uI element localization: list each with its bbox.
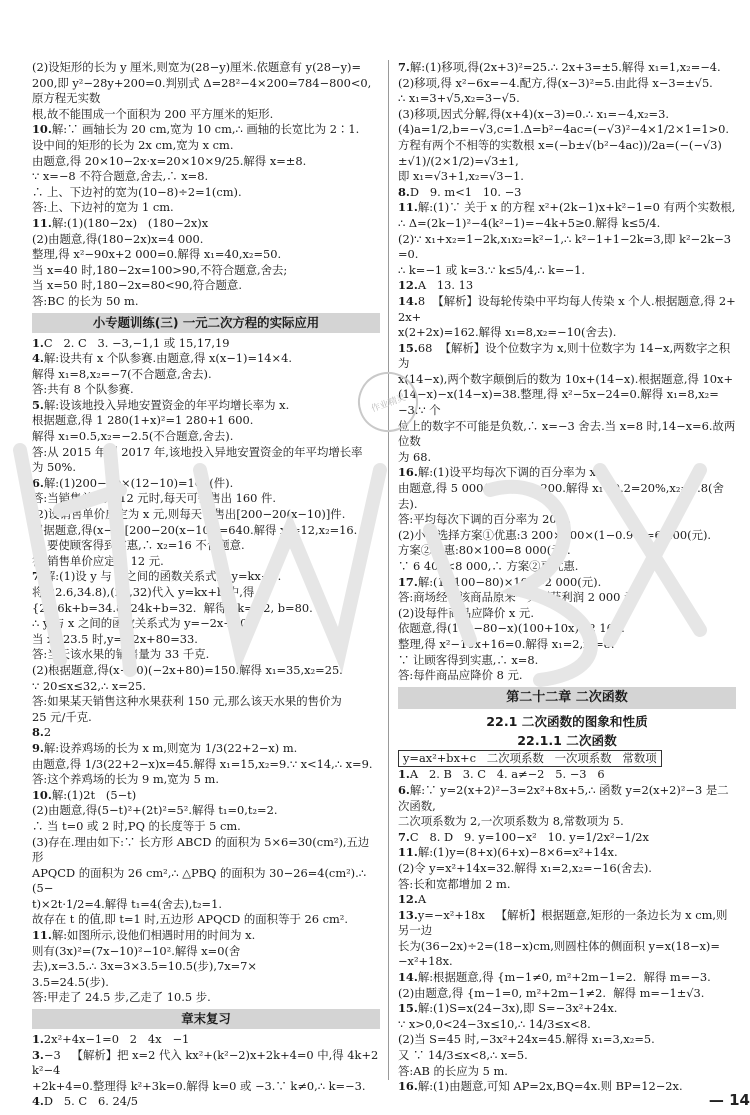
- answer-line: [398, 606, 736, 622]
- question-number: 4.: [32, 1094, 44, 1109]
- answer-text: 200,即 y²−28y+200=0.判别式 Δ=28²−4×200=784−800<0,原方程无实数: [32, 75, 372, 106]
- question-number: 5.: [32, 397, 44, 412]
- answer-text: 答:长和宽都增加 2 m.: [398, 876, 511, 891]
- answer-line: [398, 1032, 736, 1048]
- question-number: 7.: [398, 829, 410, 844]
- answer-text: A: [417, 892, 427, 907]
- answer-line: [398, 939, 736, 955]
- answer-line: [32, 757, 380, 773]
- answer-text: 2x²+4x−1=0 2 4x −1: [43, 1032, 190, 1047]
- answer-text: ∴ x₁=3+√5,x₂=3−√5.: [398, 91, 520, 106]
- answer-line: [398, 1048, 736, 1064]
- question-number: 6.: [32, 475, 44, 490]
- answer-text: 方程有两个不相等的实数根 x=(−b±√(b²−4ac))/2a=(−(−√3)±√1)/(2×1/2)=√3±1,: [398, 137, 722, 168]
- question-number: 10.: [32, 122, 52, 137]
- answer-text: 当 x=23.5 时,y=−2x+80=33.: [32, 631, 198, 646]
- answer-text: (2)小华选择方案①优惠:3 200×100×(1−0.98)=6 400(元).: [398, 527, 712, 542]
- answer-line: [32, 554, 380, 570]
- answer-text: D 9. m<1 10. −3: [409, 184, 522, 199]
- answer-line: [32, 382, 380, 398]
- answer-line: [398, 830, 736, 846]
- answer-line: [398, 450, 736, 466]
- answer-text: (14−x)−x(14−x)=38.整理,得 x²−5x−24=0.解得 x₁=8,x₂=−3.∵ 个: [398, 387, 719, 418]
- answer-line: [398, 653, 736, 669]
- left-column: [32, 60, 380, 1110]
- answer-text: 当 x=50 时,180−2x=80<90,符合题意.: [32, 278, 242, 293]
- answer-text: 设中间的矩形的长为 2x cm,宽为 x cm.: [32, 137, 234, 152]
- answer-text: −3 【解析】把 x=2 代入 kx²+(k²−2)x+2k+4=0 中,得 4k+2k²−4: [32, 1047, 379, 1078]
- answer-text: 解得 x₁=0.5,x₂=−2.5(不合题意,舍去).: [32, 429, 234, 444]
- question-number: 6.: [398, 782, 410, 797]
- page-number: — 14: [709, 1091, 750, 1109]
- answer-line: [398, 814, 736, 830]
- answer-text: 长为(36−2x)÷2=(18−x)cm,则圆柱体的侧面积 y=x(18−x)=: [398, 938, 720, 953]
- answer-line: [398, 465, 736, 481]
- question-number: 12.: [398, 278, 418, 293]
- section-header: 第二十二章 二次函数: [398, 687, 736, 709]
- answer-text: 解得 x₁=8,x₂=−7(不合题意,舍去).: [32, 366, 212, 381]
- answer-text: {22.6k+b=34.8, 24k+b=32. 解得 {k=−2, b=80.: [32, 600, 313, 615]
- answer-text: 答:甲走了 24.5 步,乙走了 10.5 步.: [32, 990, 211, 1005]
- answer-text: 答:BC 的长为 50 m.: [32, 293, 139, 308]
- answer-text: 解:(1)2t (5−t): [51, 787, 137, 802]
- answer-text: 解:∵ 画轴长为 20 cm,宽为 10 cm,∴ 画轴的长宽比为 2∶1.: [51, 122, 360, 137]
- answer-text: (2)移项,得 x²−6x=−4.配方,得(x−3)²=5.由此得 x−3=±√5.: [398, 75, 713, 90]
- answer-text: APQCD 的面积为 26 cm²,∴ △PBQ 的面积为 30−26=4(cm²).∴ (5−: [32, 865, 370, 896]
- answer-line: [398, 986, 736, 1002]
- boxed-answer: y=ax²+bx+c 二次项系数 一次项系数 常数项: [398, 750, 662, 768]
- answer-text: 答:如果某天销售这种水果获利 150 元,那么该天水果的售价为: [32, 694, 342, 709]
- question-number: 7.: [32, 569, 44, 584]
- question-number: 1.: [32, 1032, 44, 1047]
- answer-line: [32, 200, 380, 216]
- question-number: 8.: [32, 725, 44, 740]
- answer-text: 解:(1)(100−80)×100=2 000(元).: [417, 574, 602, 589]
- answer-text: 解:(1)200−20×(12−10)=160(件).: [43, 475, 234, 490]
- answer-line: [398, 263, 736, 279]
- question-number: 11.: [398, 200, 418, 215]
- answer-line: [32, 445, 380, 461]
- answer-line: [32, 975, 380, 991]
- answer-text: 根据题意,得(x−8)[200−20(x−10)]=640.解得 x₁=12,x₂=16.: [32, 522, 358, 537]
- answer-line: [398, 169, 736, 185]
- section-header: 章末复习: [32, 1009, 380, 1029]
- answer-line: [398, 559, 736, 575]
- answer-text: x(14−x),两个数字颠倒后的数为 10x+(14−x).根据题意,得 10x+: [398, 371, 734, 386]
- question-number: 14.: [398, 970, 418, 985]
- answer-line: [32, 1032, 380, 1048]
- answer-line: [398, 481, 736, 512]
- answer-text: 根据题意,得 1 280(1+x)²=1 280+1 600.: [32, 413, 254, 428]
- answer-line: [32, 819, 380, 835]
- answer-text: 由题意,得 1/3(22+2−x)x=45.解得 x₁=15,x₂=9.∵ x<14,∴ x=9.: [32, 756, 373, 771]
- answer-text: ∵ 要使顾客得到实惠,∴ x₂=16 不合题意.: [32, 538, 245, 553]
- answer-line: [32, 912, 380, 928]
- answer-text: 解:(1)设平均每次下调的百分率为 x.: [417, 465, 600, 480]
- answer-line: [32, 476, 380, 492]
- answer-line: [32, 663, 380, 679]
- answer-text: ∴ Δ=(2k−1)²−4(k²−1)=−4k+5≥0.解得 k≤5/4.: [398, 215, 661, 230]
- answer-text: 答:销售单价应定为 12 元.: [32, 553, 164, 568]
- answer-line: [32, 1048, 380, 1079]
- answer-line: [32, 569, 380, 585]
- answer-line: [32, 247, 380, 263]
- answer-line: [32, 351, 380, 367]
- answer-text: 解:(1)由题意,可知 AP=2x,BQ=4x.则 BP=12−2x.: [417, 1079, 683, 1094]
- answer-line: [398, 668, 736, 684]
- answer-line: [32, 60, 380, 76]
- answer-line: [32, 632, 380, 648]
- answer-line: [32, 169, 380, 185]
- answer-text: 解:∵ y=2(x+2)²−3=2x²+8x+5,∴ 函数 y=2(x+2)²−3 是二次函数,: [398, 782, 729, 813]
- answer-line: [32, 523, 380, 539]
- answer-line: [32, 725, 380, 741]
- answer-line: [398, 590, 736, 606]
- question-number: 4.: [32, 351, 44, 366]
- answer-text: (3)存在.理由如下:∵ 长方形 ABCD 的面积为 5×6=30(cm²),五边形: [32, 834, 370, 865]
- answer-text: 3.5=24.5(步).: [32, 974, 109, 989]
- answer-line: [398, 1079, 736, 1095]
- answer-text: 根,故不能围成一个面积为 200 平方厘米的矩形.: [32, 106, 274, 121]
- answer-line: [32, 835, 380, 866]
- answer-text: 由题意,得 5 000(1−x)²=3 200.解得 x₁=0.2=20%,x₂=1.8(舍去).: [398, 481, 724, 511]
- answer-line: [398, 908, 736, 939]
- question-number: 16.: [398, 465, 418, 480]
- answer-line: [32, 694, 380, 710]
- answer-text: 解:(1)(180−2x) (180−2x)x: [51, 215, 209, 230]
- section-subtitle: 22.1 二次函数的图象和性质: [486, 713, 648, 729]
- answer-text: (2)令 y=x²+14x=32.解得 x₁=2,x₂=−16(舍去).: [398, 860, 652, 875]
- answer-line: [398, 122, 736, 138]
- answer-text: ∵ 6 400<8 000,∴ 方案②更优惠.: [398, 559, 579, 573]
- answer-line: [32, 76, 380, 107]
- answer-line: [32, 928, 380, 944]
- answer-line: [398, 767, 736, 783]
- answer-line: [32, 216, 380, 232]
- question-number: 17.: [398, 574, 418, 589]
- answer-text: ∴ 当 t=0 或 2 时,PQ 的长度等于 5 cm.: [32, 818, 241, 833]
- answer-line: [398, 60, 736, 76]
- answer-line: [398, 200, 736, 216]
- answer-line: [398, 575, 736, 591]
- answer-line: [32, 263, 380, 279]
- answer-line: [398, 76, 736, 92]
- question-number: 13.: [398, 907, 418, 922]
- answer-line: [398, 185, 736, 201]
- answer-line: [398, 1064, 736, 1080]
- answer-text: ∴ k=−1 或 k=3.∵ k≤5/4,∴ k=−1.: [398, 262, 586, 277]
- watermark-stamp: 作业精灵: [350, 364, 427, 441]
- answer-text: 答:当天该水果的销售量为 33 千克.: [32, 647, 210, 662]
- answer-line: [32, 1094, 380, 1110]
- answer-text: (2)设销售单价应定为 x 元,则每天可售出[200−20(x−10)]件.: [32, 507, 346, 522]
- answer-line: [32, 398, 380, 414]
- answer-line: [32, 585, 380, 601]
- answer-text: 二次项系数为 2,一次项系数为 8,常数项为 5.: [398, 814, 624, 829]
- answer-text: 去),x=3.5.∴ 3x=3×3.5=10.5(步),7x=7×: [32, 959, 257, 974]
- answer-text: 答:每件商品应降价 8 元.: [398, 668, 523, 683]
- answer-line: [32, 367, 380, 383]
- answer-text: (2)∵ x₁+x₂=1−2k,x₁x₂=k²−1,∴ k²−1+1−2k=3,即 k²−2k−3=0.: [398, 231, 732, 262]
- answer-text: 25 元/千克.: [32, 709, 92, 724]
- answer-line: [32, 803, 380, 819]
- answer-line: [398, 750, 736, 768]
- answer-text: 解:设养鸡场的长为 x m,则宽为 1/3(22+2−x) m.: [43, 740, 298, 755]
- answer-line: [32, 185, 380, 201]
- answer-text: 当 x=40 时,180−2x=100>90,不符合题意,舍去;: [32, 262, 288, 277]
- answer-line: [398, 1001, 736, 1017]
- answer-text: ∵ 20≤x≤32,∴ x=25.: [32, 678, 146, 693]
- answer-line: [32, 866, 380, 897]
- answer-line: [398, 637, 736, 653]
- question-number: 15.: [398, 1001, 418, 1016]
- question-number: 9.: [32, 740, 44, 755]
- answer-line: [32, 429, 380, 445]
- answer-line: [32, 336, 380, 352]
- answer-line: [32, 741, 380, 757]
- answer-line: [32, 294, 380, 310]
- answer-text: 则有(3x)²=(7x−10)²−10².解得 x=0(舍: [32, 943, 241, 958]
- question-number: 10.: [32, 787, 52, 802]
- answer-text: 又 ∵ 14/3≤x<8,∴ x=5.: [398, 1048, 528, 1063]
- answer-text: 解:(1)y=(8+x)(6+x)−8×6=x²+14x.: [417, 845, 618, 860]
- answer-text: t)×2t·1/2=4.解得 t₁=4(舍去),t₂=1.: [32, 896, 222, 911]
- answer-line: [32, 788, 380, 804]
- section-subtitle: 22.1.1 二次函数: [517, 732, 617, 748]
- answer-text: (2)由题意,得(5−t)²+(2t)²=5².解得 t₁=0,t₂=2.: [32, 803, 278, 818]
- answer-line: [32, 647, 380, 663]
- answer-text: (3)移项,因式分解,得(x+4)(x−3)=0.∴ x₁=−4,x₂=3.: [398, 106, 669, 121]
- answer-line: [398, 91, 736, 107]
- answer-text: C 2. C 3. −3,−1,1 或 15,17,19: [43, 335, 230, 350]
- answer-text: A 13. 13: [417, 278, 474, 293]
- answer-text: 2: [43, 725, 52, 740]
- answer-line: [32, 772, 380, 788]
- answer-line: [398, 107, 736, 123]
- answer-line: [32, 710, 380, 726]
- answer-line: [398, 845, 736, 861]
- answer-line: [398, 954, 736, 970]
- answer-text: 位上的数字不可能是负数,∴ x=−3 舍去.当 x=8 时,14−x=6.故两位数: [398, 418, 736, 449]
- question-number: 11.: [32, 928, 52, 943]
- answer-line: [32, 138, 380, 154]
- answer-text: C 8. D 9. y=100−x² 10. y=1/2x²−1/2x: [409, 829, 649, 844]
- right-column: [398, 60, 736, 1095]
- question-number: 11.: [398, 845, 418, 860]
- answer-line: [398, 387, 736, 418]
- answer-line: [398, 419, 736, 450]
- answer-text: 答:从 2015 年到 2017 年,该地投入异地安置资金的年平均增长率: [32, 444, 363, 459]
- answer-text: 答:平均每次下调的百分率为 20%.: [398, 512, 572, 527]
- answer-line: [398, 877, 736, 893]
- answer-line: [398, 341, 736, 372]
- answer-text: 解:(1)移项,得(2x+3)²=25.∴ 2x+3=±5.解得 x₁=1,x₂=−4.: [409, 60, 721, 74]
- answer-text: (2)由题意,得 {m−1=0, m²+2m−1≠2. 解得 m=−1±√3.: [398, 985, 705, 1000]
- answer-text: 解:(1)∵ 关于 x 的方程 x²+(2k−1)x+k²−1=0 有两个实数根,: [417, 200, 736, 215]
- answer-line: [32, 944, 380, 960]
- answer-line: [398, 278, 736, 294]
- question-number: 1.: [32, 335, 44, 350]
- answer-line: [32, 679, 380, 695]
- answer-line: [398, 294, 736, 325]
- answer-text: y=−x²+18x 【解析】根据题意,矩形的一条边长为 x cm,则另一边: [398, 907, 728, 938]
- answer-line: [32, 460, 380, 476]
- answer-text: 答:共有 8 个队参赛.: [32, 382, 134, 397]
- answer-text: 68 【解析】设个位数字为 x,则十位数字为 14−x,两数字之积为: [398, 340, 731, 371]
- answer-text: 方案②优惠:80×100=8 000(元).: [398, 543, 571, 558]
- answer-line: [398, 216, 736, 232]
- answer-text: ∵ 让顾客得到实惠,∴ x=8.: [398, 652, 539, 667]
- answer-text: 解:设该地投入异地安置资金的年平均增长率为 x.: [43, 397, 290, 412]
- answer-line: [398, 892, 736, 908]
- answer-line: [398, 861, 736, 877]
- answer-text: 解:设共有 x 个队参赛.由题意,得 x(x−1)=14×4.: [43, 351, 292, 366]
- answer-line: [32, 616, 380, 632]
- answer-text: 答:AB 的长应为 5 m.: [398, 1063, 508, 1078]
- answer-line: [398, 232, 736, 263]
- answer-line: [32, 278, 380, 294]
- answer-line: [398, 1017, 736, 1033]
- question-number: 12.: [398, 892, 418, 907]
- answer-line: [32, 538, 380, 554]
- answer-text: D 5. C 6. 24/5: [43, 1094, 139, 1109]
- answer-line: [32, 507, 380, 523]
- question-number: 15.: [398, 340, 418, 355]
- answer-text: A 2. B 3. C 4. a≠−2 5. −3 6: [409, 767, 605, 782]
- answer-line: [398, 621, 736, 637]
- answer-text: (2)设矩形的长为 y 厘米,则宽为(28−y)厘米.依题意有 y(28−y)=: [32, 60, 362, 74]
- answer-text: (2)设每件商品应降价 x 元.: [398, 605, 534, 620]
- answer-text: 8 【解析】设每轮传染中平均每人传染 x 个人.根据题意,得 2+2x+: [398, 293, 736, 324]
- answer-text: x(2+2x)=162.解得 x₁=8,x₂=−10(舍去).: [398, 325, 617, 340]
- answer-text: 解:(1)S=x(24−3x),即 S=−3x²+24x.: [417, 1001, 618, 1016]
- answer-line: [398, 138, 736, 169]
- answer-line: [398, 528, 736, 544]
- answer-text: (2)由题意,得(180−2x)x=4 000.: [32, 231, 204, 246]
- question-number: 8.: [398, 184, 410, 199]
- question-number: 1.: [398, 767, 410, 782]
- answer-line: [398, 970, 736, 986]
- section-header: 小专题训练(三) 一元二次方程的实际应用: [32, 313, 380, 333]
- answer-text: 解:如图所示,设他们相遇时用的时间为 x.: [51, 928, 256, 943]
- answer-text: 解:根据题意,得 {m−1≠0, m²+2m−1=2. 解得 m=−3.: [417, 970, 711, 985]
- answer-text: 答:商场经营该商品原来一天可获利润 2 000 元.: [398, 590, 639, 605]
- answer-text: 解:(1)设 y 与 x 之间的函数关系式为 y=kx+b.: [43, 569, 282, 584]
- question-number: 3.: [32, 1047, 44, 1062]
- question-number: 14.: [398, 293, 418, 308]
- answer-line: [398, 512, 736, 528]
- answer-text: (2)根据题意,得(x−20)(−2x+80)=150.解得 x₁=35,x₂=25.: [32, 662, 343, 677]
- answer-text: ∴ 上、下边衬的宽为(10−8)÷2=1(cm).: [32, 184, 242, 199]
- answer-text: 依题意,得(100−80−x)(100+10x)=2 160.: [398, 621, 625, 636]
- answer-text: −x²+18x.: [398, 954, 453, 969]
- answer-text: 由题意,得 20×10−2x·x=20×10×9/25.解得 x=±8.: [32, 153, 307, 168]
- answer-text: 答:上、下边衬的宽为 1 cm.: [32, 200, 174, 215]
- answer-line: [32, 897, 380, 913]
- answer-text: ∵ x>0,0<24−3x≤10,∴ 14/3≤x<8.: [398, 1016, 591, 1031]
- answer-line: [32, 959, 380, 975]
- answer-text: 为 50%.: [32, 460, 76, 475]
- answer-line: [32, 232, 380, 248]
- answer-text: ∴ y 与 x 之间的函数关系式为 y=−2x+80.: [32, 616, 251, 631]
- answer-text: ∵ x=−8 不符合题意,舍去,∴ x=8.: [32, 169, 209, 184]
- answer-line: [32, 1079, 380, 1095]
- answer-line: [32, 107, 380, 123]
- answer-line: [32, 154, 380, 170]
- answer-line: [398, 783, 736, 814]
- answer-text: 整理,得 x²−10x+16=0.解得 x₁=2,x₂=8.: [398, 636, 615, 651]
- answer-text: 故存在 t 的值,即 t=1 时,五边形 APQCD 的面积等于 26 cm².: [32, 912, 348, 927]
- question-number: 11.: [32, 215, 52, 230]
- answer-text: +2k+4=0.整理得 k²+3k=0.解得 k=0 或 −3.∵ k≠0,∴ k=−3.: [32, 1078, 366, 1093]
- answer-text: 即 x₁=√3+1,x₂=√3−1.: [398, 169, 524, 184]
- answer-text: (2)当 S=45 时,−3x²+24x=45.解得 x₁=3,x₂=5.: [398, 1032, 655, 1047]
- answer-line: [32, 122, 380, 138]
- answer-line: [398, 372, 736, 388]
- answer-line: [398, 543, 736, 559]
- answer-text: 为 68.: [398, 449, 432, 464]
- answer-line: [32, 413, 380, 429]
- answer-text: 整理,得 x²−90x+2 000=0.解得 x₁=40,x₂=50.: [32, 247, 282, 262]
- answer-text: 将(22.6,34.8),(24,32)代入 y=kx+b 中,得: [32, 585, 255, 599]
- answer-line: [32, 601, 380, 617]
- column-divider: [388, 60, 389, 1080]
- question-number: 7.: [398, 60, 410, 74]
- answer-line: [32, 990, 380, 1006]
- answer-text: 答:当销售单价为 12 元时,每天可销售出 160 件.: [32, 491, 277, 506]
- answer-line: [32, 491, 380, 507]
- answer-text: 答:这个养鸡场的长为 9 m,宽为 5 m.: [32, 772, 219, 787]
- answer-text: (4)a=1/2,b=−√3,c=1.Δ=b²−4ac=(−√3)²−4×1/2×1=1>0.: [398, 122, 730, 137]
- answer-line: [398, 325, 736, 341]
- question-number: 16.: [398, 1079, 418, 1094]
